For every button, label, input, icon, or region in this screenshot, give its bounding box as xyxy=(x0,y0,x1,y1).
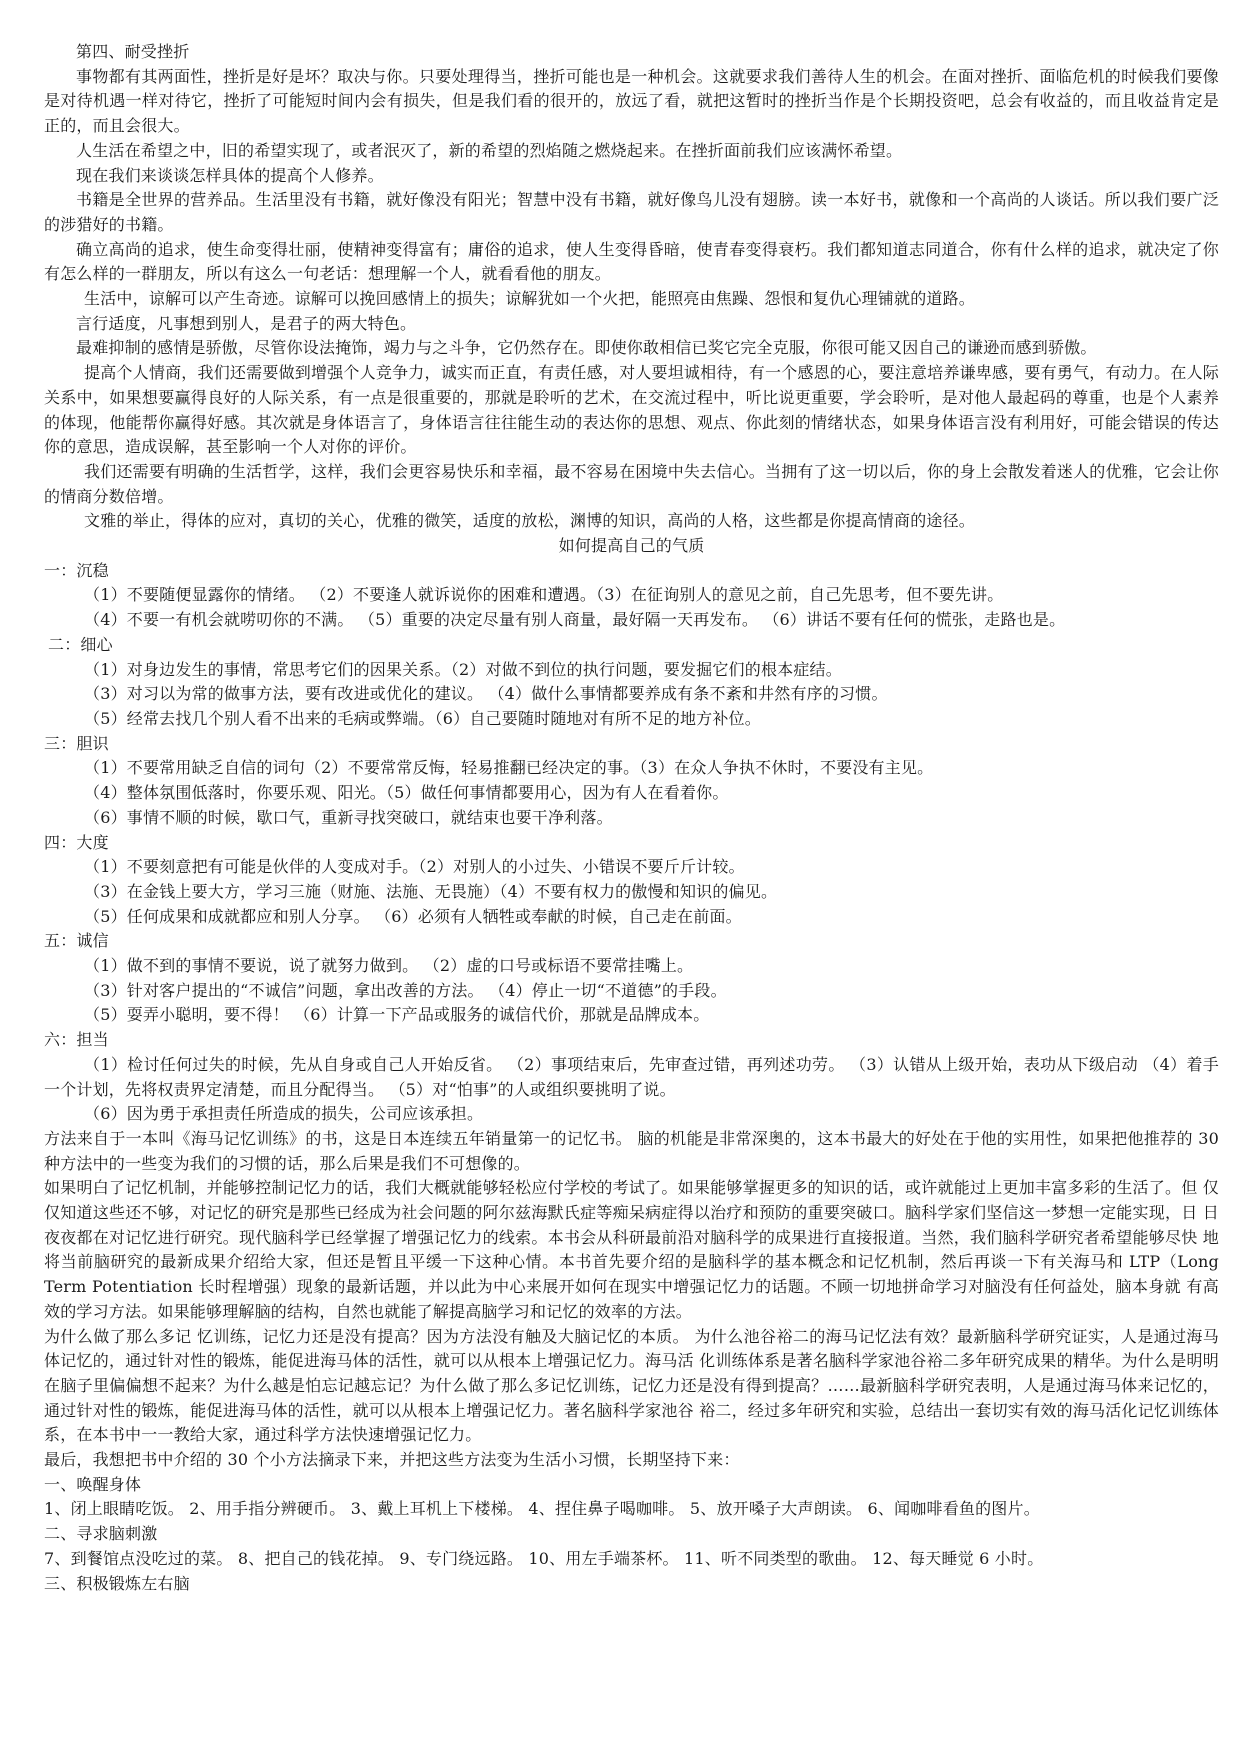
temperament-line: （3）对习以为常的做事方法，要有改进或优化的建议。 （4）做什么事情都要养成有条不紊和井然有序的习惯。 xyxy=(84,684,888,704)
document-page xyxy=(44,40,1219,1596)
section-heading: 第四、耐受挫折 xyxy=(76,42,190,61)
paragraph: 确立高尚的追求，使生命变得壮丽，使精神变得富有；庸俗的追求，使人生变得昏暗，使青春变得衰朽。我们都知道志同道合，你有什么样的追求，就决定了你有怎么样的一群朋友，所以有这么一句老话：想理解一个人，就看看他的朋友。 xyxy=(44,239,1219,284)
paragraph: 提高个人情商，我们还需要做到增强个人竞争力，诚实而正直，有责任感，对人要坦诚相待，有一个感恩的心，要注意培养谦卑感，要有勇气，有动力。在人际关系中，如果想要赢得良好的人际关系，有一点是很重要的，那就是聆听的艺术，在交流过程中，听比说更重要，学会聆听，是对他人最起码的尊重，也是个人素养的体现，他能帮你赢得好感。其次就是身体语言了，身体语言往往能生动的表达你的思想、观点、你此刻的情绪状态，如果身体语言没有利用好，可能会错误的传达你的意思，造成误解，甚至影响一个人对你的评价。 xyxy=(44,363,1219,457)
paragraph: 人生活在希望之中，旧的希望实现了，或者泯灭了，新的希望的烈焰随之燃烧起来。在挫折面前我们应该满怀希望。 xyxy=(76,140,903,160)
paragraph: 现在我们来谈谈怎样具体的提高个人修养。 xyxy=(76,165,384,185)
habit-heading: 二、寻求脑刺激 xyxy=(44,1524,158,1544)
paragraph: 我们还需要有明确的生活哲学，这样，我们会更容易快乐和幸福，最不容易在困境中失去信心。当拥有了这一切以后，你的身上会散发着迷人的优雅，它会让你的情商分数倍增。 xyxy=(44,461,1219,506)
habit-items: 1、闭上眼睛吃饭。 2、用手指分辨硬币。 3、戴上耳机上下楼梯。 4、捏住鼻子喝咖啡。 5、放开嗓子大声朗读。 6、闻咖啡看鱼的图片。 xyxy=(44,1499,1040,1519)
temperament-line: （3）针对客户提出的“不诚信”问题，拿出改善的方法。 （4）停止一切“不道德”的手段。 xyxy=(84,980,727,1000)
temperament-heading: 四：大度 xyxy=(44,832,109,852)
habit-items: 7、到餐馆点没吃过的菜。 8、把自己的钱花掉。 9、专门绕远路。 10、用左手端茶杯。 11、听不同类型的歌曲。 12、每天睡觉 6 小时。 xyxy=(44,1548,1044,1568)
temperament-line: （1）不要常用缺乏自信的词句（2）不要常常反悔，轻易推翻已经决定的事。（3）在众人争执不休时，不要没有主见。 xyxy=(84,758,934,778)
temperament-line: （1）做不到的事情不要说，说了就努力做到。 （2）虚的口号或标语不要常挂嘴上。 xyxy=(84,956,694,976)
temperament-line: （1）不要刻意把有可能是伙伴的人变成对手。（2）对别人的小过失、小错误不要斤斤计较。 xyxy=(84,857,745,877)
paragraph: 最后，我想把书中介绍的 30 个小方法摘录下来，并把这些方法变为生活小习惯，长期坚持下来： xyxy=(44,1450,740,1470)
paragraph: 生活中，谅解可以产生奇迹。谅解可以挽回感情上的损失；谅解犹如一个火把，能照亮由焦躁、怨恨和复仇心理铺就的道路。 xyxy=(84,289,976,309)
temperament-line: （1）不要随便显露你的情绪。 （2）不要逢人就诉说你的困难和遭遇。（3）在征询别人的意见之前，自己先思考，但不要先讲。 xyxy=(84,585,1004,605)
paragraph: 为什么做了那么多记 忆训练，记忆力还是没有提高？因为方法没有触及大脑记忆的本质。 为什么池谷裕二的海马记忆法有效？最新脑科学研究证实，人是通过海马体记忆的，通过针对性的锻炼，能促进海马体的活性，就可以从根本上增强记忆力。海马活 化训练体系是著名脑科学家池谷裕二多年研究成果的精华。为什么是明明在脑子里偏偏想不起来？为什么越是怕忘记越忘记？为什么做了那么多记忆训练，记忆力还是没有得到提高？……最新脑科学研究表明，人是通过海马体来记忆的，通过针对性的锻炼，能促进海马体的活性，就可以从根本上增强记忆力。著名脑科学家池谷 裕二，经过多年研究和实验，总结出一套切实有效的海马活化记忆训练体系，在本书中一一教给大家，通过科学方法快速增强记忆力。 xyxy=(44,1326,1219,1445)
temperament-line: （6）因为勇于承担责任所造成的损失，公司应该承担。 xyxy=(84,1104,484,1124)
temperament-heading: 二：细心 xyxy=(48,634,113,654)
paragraph: 文雅的举止，得体的应对，真切的关心，优雅的微笑，适度的放松，渊博的知识，高尚的人格，这些都是你提高情商的途径。 xyxy=(84,511,976,531)
paragraph: 言行适度，凡事想到别人，是君子的两大特色。 xyxy=(76,313,417,333)
temperament-line: （6）事情不顺的时候，歇口气，重新寻找突破口，就结束也要干净利落。 xyxy=(84,807,613,827)
temperament-line: （4）整体氛围低落时，你要乐观、阳光。（5）做任何事情都要用心，因为有人在看着你。 xyxy=(84,783,729,803)
paragraph: 书籍是全世界的营养品。生活里没有书籍，就好像没有阳光；智慧中没有书籍，就好像鸟儿没有翅膀。读一本好书，就像和一个高尚的人谈话。所以我们要广泛的涉猎好的书籍。 xyxy=(44,190,1219,234)
paragraph: 方法来自于一本叫《海马记忆训练》的书，这是日本连续五年销量第一的记忆书。 脑的机能是非常深奥的，这本书最大的好处在于他的实用性，如果把他推荐的 30 种方法中的一些变为我们的习惯的话，那么后果是我们不可想像的。 xyxy=(44,1128,1219,1173)
temperament-line: （1）对身边发生的事情，常思考它们的因果关系。（2）对做不到位的执行问题，要发掘它们的根本症结。 xyxy=(84,659,842,679)
temperament-heading: 三：胆识 xyxy=(44,733,109,753)
temperament-line: （5）任何成果和成就都应和别人分享。 （6）必须有人牺牲或奉献的时候，自己走在前面。 xyxy=(84,906,742,926)
paragraph: 如果明白了记忆机制，并能够控制记忆力的话，我们大概就能够轻松应付学校的考试了。如果能够掌握更多的知识的话，或许就能过上更加丰富多彩的生活了。但 仅仅知道这些还不够，对记忆的研究是那些已经成为社会问题的阿尔兹海默氏症等痴呆病症得以治疗和预防的重要突破口。脑科学家们坚信这一梦想一定能实现，日 日夜夜都在对记忆进行研究。现代脑科学已经掌握了增强记忆力的线索。本书会从科研最前沿对脑科学的成果进行直接报道。当然，我们脑科学研究者希望能够尽快 地将当前脑研究的最新成果介绍给大家，但还是暂且平缓一下这种心情。本书首先要介绍的是脑科学的基本概念和记忆机制，然后再谈一下有关海马和 LTP（Long Term Potentiation 长时程增强）现象的最新话题，并以此为中心来展开如何在现实中增强记忆力的话题。不顾一切地拼命学习对脑没有任何益处，脑本身就 有高效的学习方法。如果能够理解脑的结构，自然也就能了解提高脑学习和记忆的效率的方法。 xyxy=(44,1178,1219,1321)
temperament-line: （5）耍弄小聪明，要不得！ （6）计算一下产品或服务的诚信代价，那就是品牌成本。 xyxy=(84,1005,710,1025)
temperament-line: （1）检讨任何过失的时候，先从自身或自己人开始反省。 （2）事项结束后，先审查过错，再列述功劳。 （3）认错从上级开始，表功从下级启动 （4）着手一个计划，先将权责界定清楚，而且分配得当。 （5）对“怕事”的人或组织要挑明了说。 xyxy=(44,1054,1219,1099)
temperament-line: （3）在金钱上要大方，学习三施（财施、法施、无畏施）（4）不要有权力的傲慢和知识的偏见。 xyxy=(84,881,778,901)
paragraph: 事物都有其两面性，挫折是好是坏？取决与你。只要处理得当，挫折可能也是一种机会。这就要求我们善待人生的机会。在面对挫折、面临危机的时候我们要像是对待机遇一样对待它，挫折了可能短时间内会有损失，但是我们看的很开的，放远了看，就把这暂时的挫折当作是个长期投资吧，总会有收益的，而且收益肯定是正的，而且会很大。 xyxy=(44,66,1219,136)
habit-heading: 一、唤醒身体 xyxy=(44,1474,142,1494)
paragraph: 最难抑制的感情是骄傲，尽管你设法掩饰，竭力与之斗争，它仍然存在。即使你敢相信已奖它完全克服，你很可能又因自己的谦逊而感到骄傲。 xyxy=(76,338,1097,358)
temperament-line: （4）不要一有机会就唠叨你的不满。 （5）重要的决定尽量有别人商量，最好隔一天再发布。 （6）讲话不要有任何的慌张，走路也是。 xyxy=(84,610,1066,630)
temperament-heading: 一：沉稳 xyxy=(44,560,109,580)
habit-heading: 三、积极锻炼左右脑 xyxy=(44,1573,190,1593)
temperament-heading: 六：担当 xyxy=(44,1030,109,1050)
temperament-heading: 五：诚信 xyxy=(44,931,109,951)
temperament-line: （5）经常去找几个别人看不出来的毛病或弊端。（6）自己要随时随地对有所不足的地方补位。 xyxy=(84,708,761,728)
temperament-title: 如何提高自己的气质 xyxy=(558,536,705,556)
